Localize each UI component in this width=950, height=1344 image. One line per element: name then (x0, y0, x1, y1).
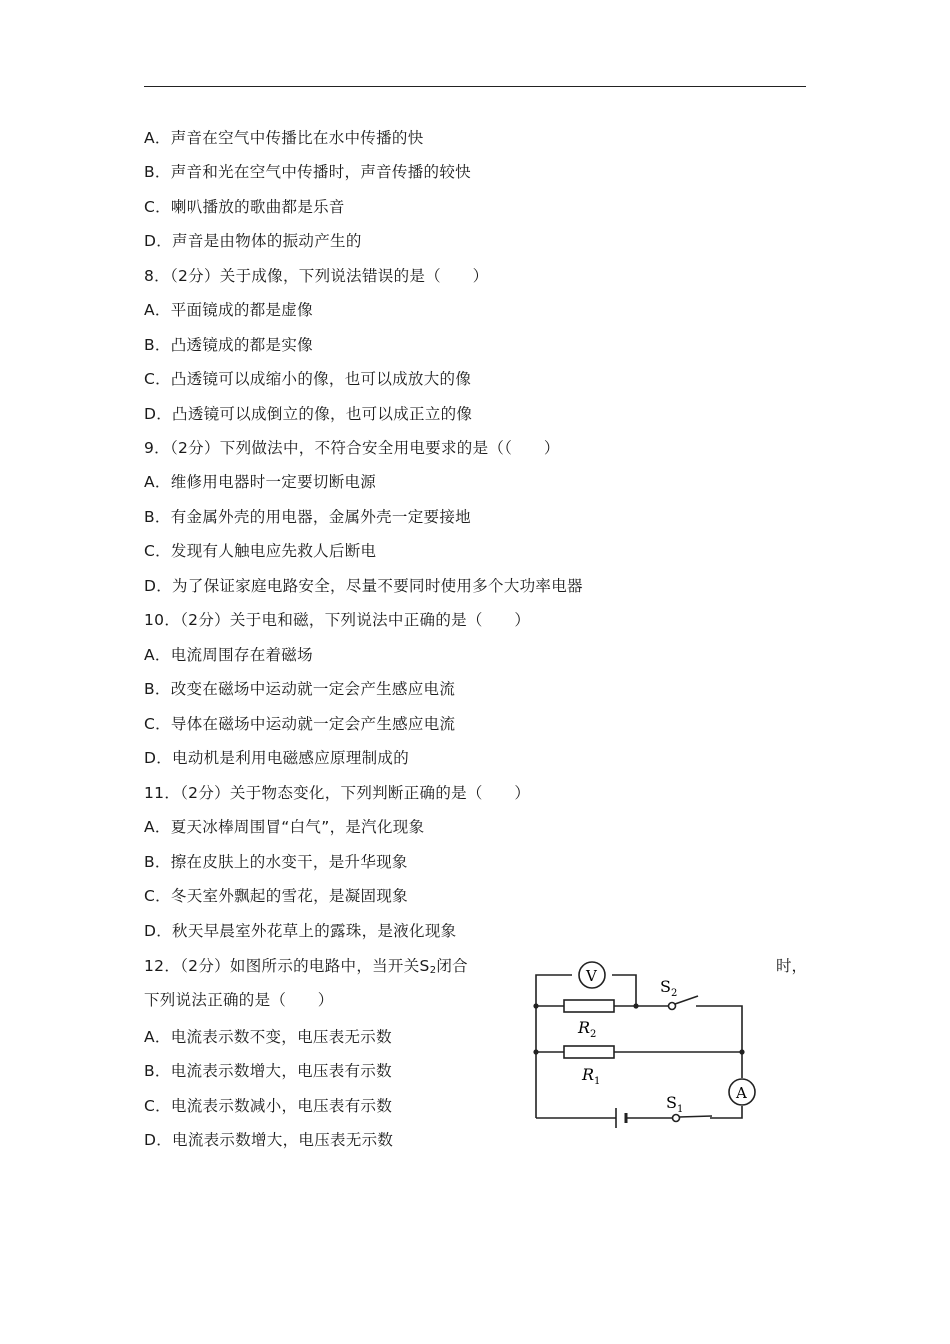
q10-option-b: B．改变在磁场中运动就一定会产生感应电流 (144, 680, 456, 698)
q9-option-c: C．发现有人触电应先救人后断电 (144, 542, 377, 560)
junction-mid-left (533, 1049, 538, 1054)
q11-option-c: C．冬天室外飘起的雪花，是凝固现象 (144, 887, 408, 905)
r1-label-sub: 1 (594, 1076, 601, 1087)
s1-label-main: S (666, 1093, 677, 1112)
q8-option-c: C．凸透镜可以成缩小的像，也可以成放大的像 (144, 370, 472, 388)
q11-option-d: D．秋天早晨室外花草上的露珠，是液化现象 (144, 922, 457, 940)
q9-option-a: A．维修用电器时一定要切断电源 (144, 473, 377, 491)
q8-option-b: B．凸透镜成的都是实像 (144, 336, 313, 354)
junction-top-left (533, 1003, 538, 1008)
q9-option-b: B．有金属外壳的用电器，金属外壳一定要接地 (144, 508, 471, 526)
q12-option-a: A．电流表示数不变，电压表无示数 (144, 1028, 392, 1046)
q10-option-c: C．导体在磁场中运动就一定会产生感应电流 (144, 715, 456, 733)
circuit-diagram (526, 948, 782, 1148)
r1-label-main: R (582, 1065, 595, 1084)
switch-s1-terminal (673, 1115, 680, 1122)
q11-option-a: A．夏天冰棒周围冒“白气”，是汽化现象 (144, 818, 425, 836)
voltmeter-label: V (586, 967, 597, 985)
q7-option-a: A．声音在空气中传播比在水中传播的快 (144, 129, 424, 147)
junction-mid-right (739, 1049, 744, 1054)
q11-stem: 11．（2分）关于物态变化，下列判断正确的是（ ） (144, 784, 531, 802)
q12-stem-post: 闭合 (436, 957, 468, 975)
switch-s2-terminal-left (669, 1003, 676, 1010)
q12-option-c: C．电流表示数减小，电压表有示数 (144, 1097, 393, 1115)
q8-option-a: A．平面镜成的都是虚像 (144, 301, 313, 319)
resistor-r2 (564, 1000, 614, 1012)
q7-option-d: D．声音是由物体的振动产生的 (144, 232, 362, 250)
q9-option-d: D．为了保证家庭电路安全，尽量不要同时使用多个大功率电器 (144, 577, 583, 595)
resistor-r1 (564, 1046, 614, 1058)
q12-stem-tail: 时， (776, 957, 808, 975)
s2-label (660, 977, 677, 999)
q10-stem: 10．（2分）关于电和磁，下列说法中正确的是（ ） (144, 611, 531, 629)
q12-stem-pre: 12．（2分）如图所示的电路中，当开关S (144, 957, 430, 975)
q11-option-b: B．擦在皮肤上的水变干，是升华现象 (144, 853, 408, 871)
q10-option-d: D．电动机是利用电磁感应原理制成的 (144, 749, 410, 767)
switch-s1-blade (679, 1116, 712, 1117)
q10-option-a: A．电流周围存在着磁场 (144, 646, 313, 664)
junction-top-right (633, 1003, 638, 1008)
q12-stem (144, 956, 468, 981)
s2-label-sub: 2 (670, 988, 678, 999)
q7-option-c: C．喇叭播放的歌曲都是乐音 (144, 198, 345, 216)
q8-stem: 8．（2分）关于成像，下列说法错误的是（ ） (144, 267, 489, 285)
wire-voltmeter-left (536, 975, 572, 1006)
s1-label (666, 1093, 683, 1115)
r2-label-sub: 2 (590, 1029, 597, 1040)
wire-s2-right (696, 1006, 742, 1052)
r2-label-main: R (578, 1018, 591, 1037)
s2-label-main: S (660, 977, 671, 996)
q8-option-d: D．凸透镜可以成倒立的像，也可以成正立的像 (144, 405, 473, 423)
wire-voltmeter-right (612, 975, 636, 1006)
q12-option-b: B．电流表示数增大，电压表有示数 (144, 1062, 392, 1080)
q12-stem-sub: 2 (429, 965, 437, 976)
r2-label (577, 1018, 596, 1040)
s1-label-sub: 1 (676, 1104, 684, 1115)
header-rule (144, 86, 806, 87)
r1-label (581, 1065, 600, 1087)
ammeter-label: A (736, 1084, 747, 1102)
switch-s2-blade (675, 996, 698, 1004)
q12-option-d: D．电流表示数增大，电压表无示数 (144, 1131, 394, 1149)
q12-stem-line2: 下列说法正确的是（ ） (144, 991, 334, 1009)
wire-ammeter-down (710, 1106, 742, 1118)
q9-stem: 9．（2分）下列做法中，不符合安全用电要求的是（（ ） (144, 439, 560, 457)
q7-option-b: B．声音和光在空气中传播时，声音传播的较快 (144, 163, 471, 181)
